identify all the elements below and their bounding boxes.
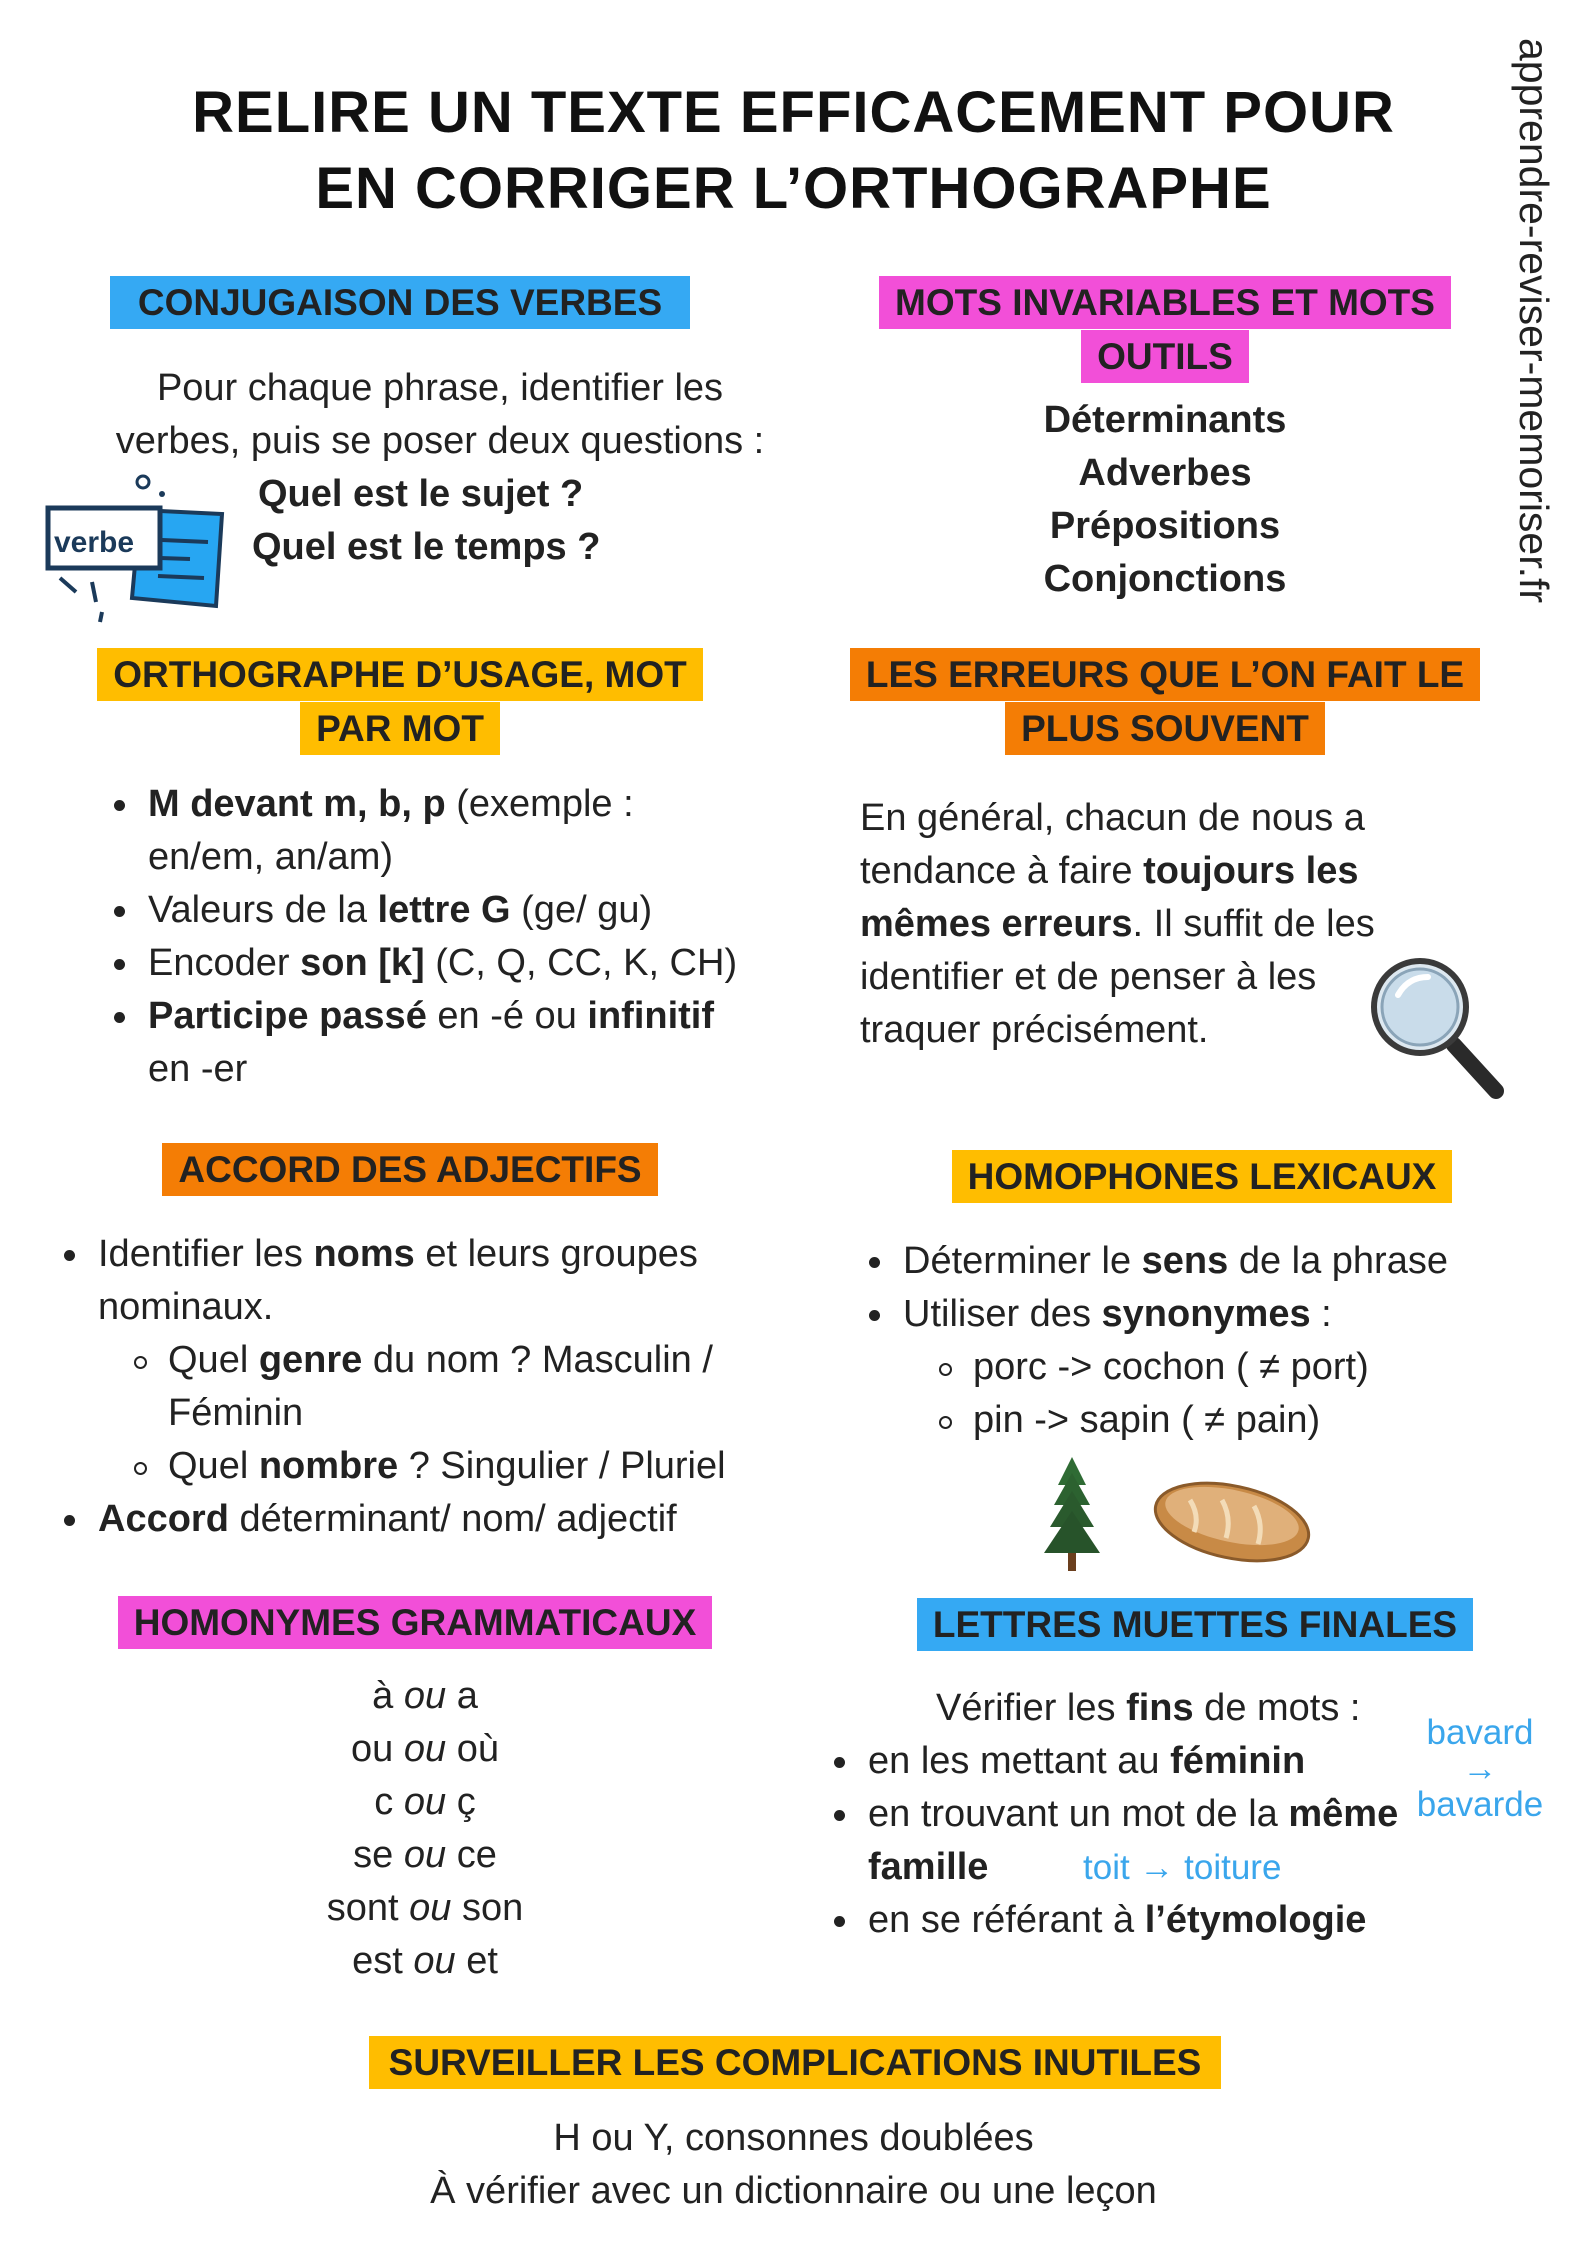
erreurs-line: tendance à faire toujours les [860,850,1359,892]
header-homophones [937,1150,1467,1204]
list-item: en trouvant un mot de la même famille [830,1788,1490,1894]
page-title [0,75,1587,227]
complications-text [0,2112,1587,2218]
header-complications [300,2036,1290,2090]
erreurs-line: mêmes erreurs. Il suffit de les [860,903,1375,945]
homonyme-pair: ou ou où [351,1728,499,1770]
mots-invariables-item: Adverbes [1078,452,1252,494]
erreurs-line: identifier et de penser à les [860,956,1317,998]
erreurs-line: En général, chacun de nous a [860,797,1365,839]
header-conjugaison [95,276,705,330]
conjugaison-question-1: Quel est le sujet ? [258,473,584,515]
list-item: Quel nombre ? Singulier / Pluriel [60,1440,820,1493]
header-homonymes-text: HOMONYMES GRAMMATICAUX [118,1596,713,1649]
header-homonymes [104,1596,726,1650]
list-item: Valeurs de la lettre G (ge/ gu) [110,884,810,937]
homonymes-list [225,1670,625,1988]
header-mots-invariables-line-1: MOTS INVARIABLES ET MOTS [879,276,1451,329]
lettres-muettes-intro: Vérifier les fins de mots : [936,1687,1361,1729]
header-mots-invariables [820,276,1510,384]
conjugaison-question-2: Quel est le temps ? [252,526,601,568]
example-toit: toit → toiture [1083,1848,1282,1887]
header-orthographe-line-2: PAR MOT [300,702,500,755]
svg-text:verbe: verbe [54,526,135,559]
example-bavard-line-1: bavard [1426,1713,1534,1752]
erreurs-line: traquer précisément. [860,1009,1209,1051]
list-item: Utiliser des synonymes : [865,1288,1505,1341]
homonyme-pair: sont ou son [326,1887,524,1929]
accord-adjectifs-list [60,1228,820,1546]
homonyme-pair: est ou et [352,1940,498,1982]
title-line-2: EN CORRIGER L’ORTHOGRAPHE [315,156,1272,221]
list-item: Participe passé en -é ou infinitif en -er [110,990,810,1096]
mots-invariables-item: Déterminants [1043,399,1287,441]
conjugaison-intro [60,362,820,468]
homonyme-pair: se ou ce [353,1834,497,1876]
header-erreurs [820,648,1510,756]
complications-line-2: À vérifier avec un dictionnaire ou une leçon [430,2170,1157,2212]
complications-line-1: H ou Y, consonnes doublées [553,2117,1034,2159]
mots-invariables-item: Conjonctions [1043,558,1287,600]
list-item: pin -> sapin ( ≠ pain) [865,1394,1505,1447]
header-erreurs-line-1: LES ERREURS QUE L’ON FAIT LE [850,648,1480,701]
magnifier-icon [1368,955,1508,1105]
header-mots-invariables-line-2: OUTILS [1081,330,1249,383]
header-homophones-text: HOMOPHONES LEXICAUX [952,1150,1453,1203]
header-orthographe-usage [75,648,725,756]
header-erreurs-line-2: PLUS SOUVENT [1005,702,1325,755]
list-item: en se référant à l’étymologie [830,1894,1490,1947]
list-item: M devant m, b, p (exemple : en/em, an/am) [110,778,810,884]
header-accord-adjectifs-text: ACCORD DES ADJECTIFS [162,1143,657,1196]
list-item: Accord déterminant/ nom/ adjectif [60,1493,820,1546]
side-website-text: apprendre-reviser-memoriser.fr [1511,38,1557,604]
mots-invariables-item: Prépositions [1049,505,1281,547]
list-item: porc -> cochon ( ≠ port) [865,1341,1505,1394]
list-item: Quel genre du nom ? Masculin / Féminin [60,1334,820,1440]
example-bavard-line-2: → bavarde [1416,1749,1544,1824]
list-item: en les mettant au féminin [830,1735,1490,1788]
homonyme-pair: à ou a [372,1675,478,1717]
homophones-list [865,1235,1505,1447]
orthographe-usage-list [110,778,810,1096]
lettres-muettes-list [830,1735,1490,1947]
conjugaison-line-1: Pour chaque phrase, identifier les [156,367,724,409]
example-bavard [1395,1715,1565,1823]
list-item: Encoder son [k] (C, Q, CC, K, CH) [110,937,810,990]
header-orthographe-line-1: ORTHOGRAPHE D’USAGE, MOT [97,648,703,701]
verbe-card-icon [40,470,230,630]
header-accord-adjectifs [150,1143,670,1197]
mots-invariables-list [860,394,1470,606]
header-complications-text: SURVEILLER LES COMPLICATIONS INUTILES [369,2036,1222,2089]
side-website [1505,30,1565,670]
conjugaison-line-2: verbes, puis se poser deux questions : [115,420,765,462]
header-conjugaison-text: CONJUGAISON DES VERBES [110,276,690,329]
list-item: Identifier les noms et leurs groupes nominaux. [60,1228,820,1334]
homonyme-pair: c ou ç [374,1781,476,1823]
header-lettres-muettes [900,1598,1490,1652]
list-item: Déterminer le sens de la phrase [865,1235,1505,1288]
title-line-1: RELIRE UN TEXTE EFFICACEMENT POUR [192,80,1395,145]
fir-tree-icon [1042,1455,1102,1575]
bread-icon [1150,1470,1315,1565]
header-lettres-muettes-text: LETTRES MUETTES FINALES [917,1598,1473,1651]
